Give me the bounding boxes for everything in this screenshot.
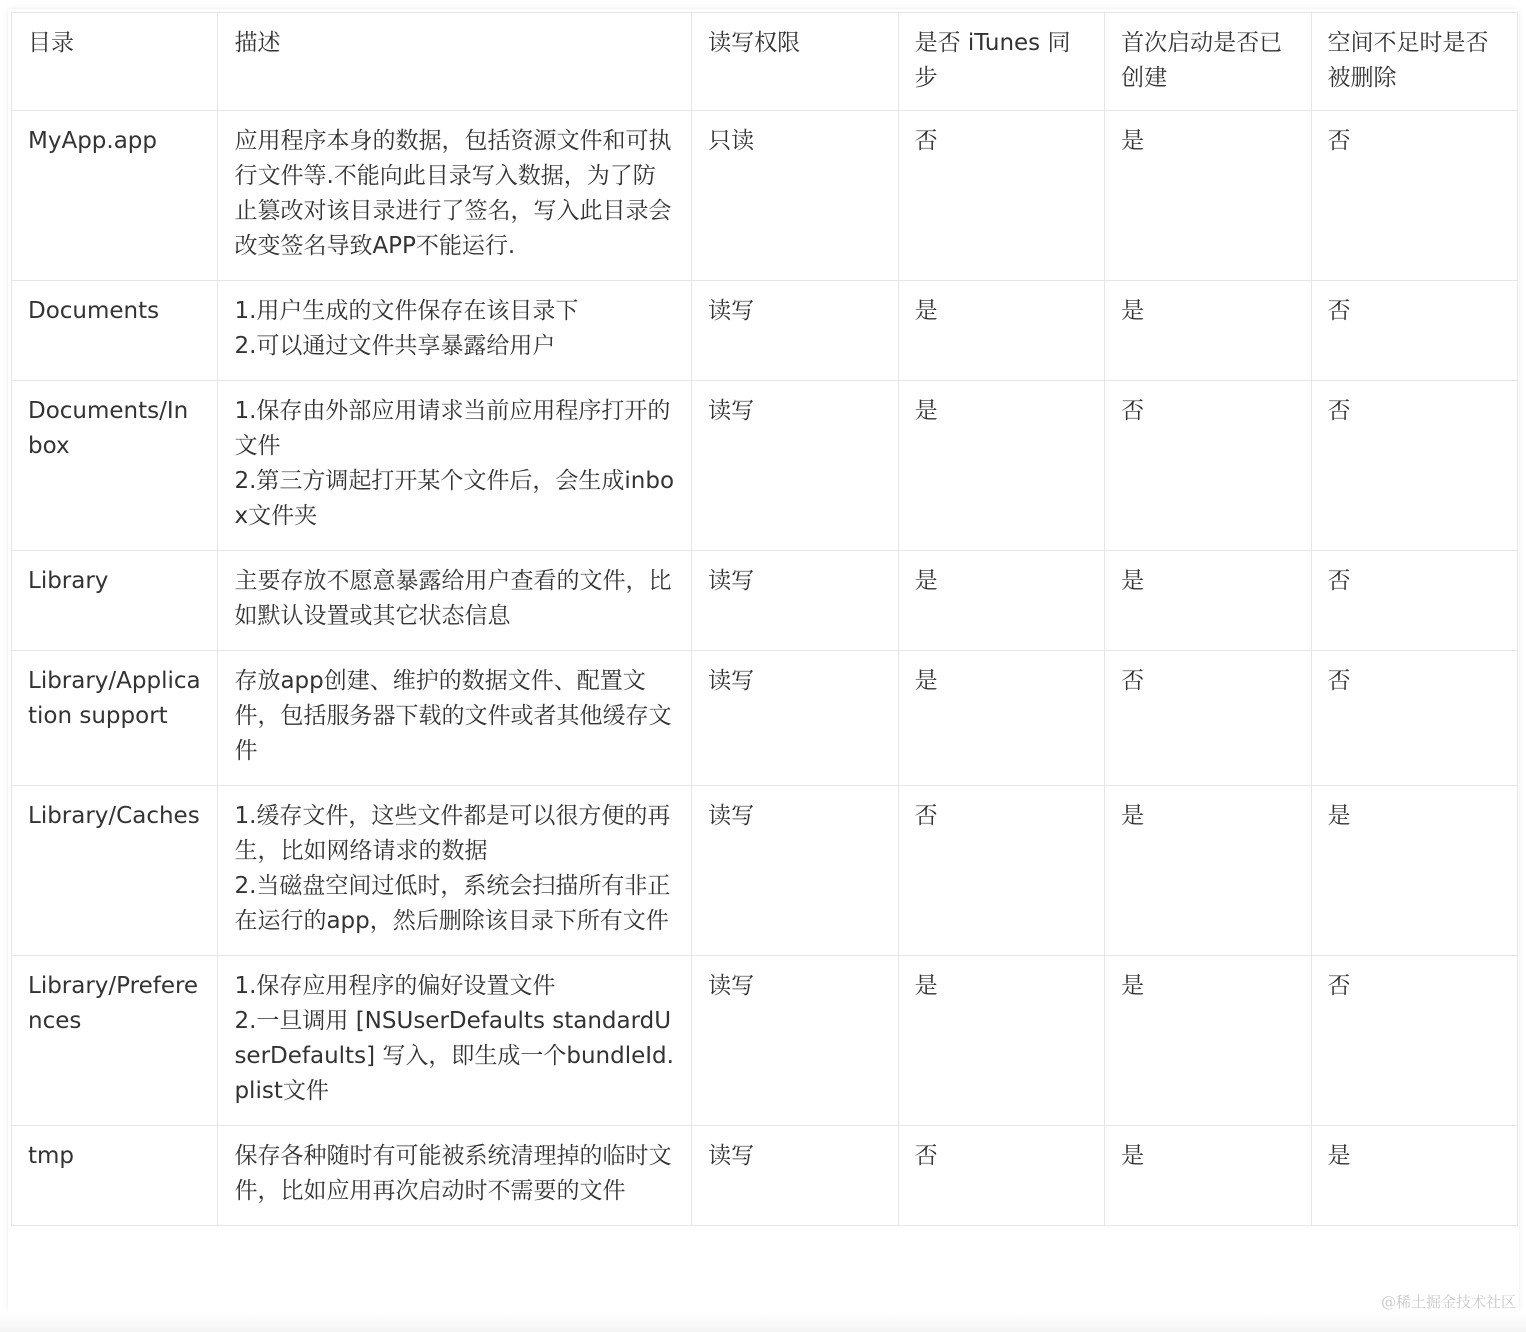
table-header — [12, 13, 1518, 111]
cell-directory: Library/Caches — [12, 786, 218, 956]
cell-description: 1.缓存文件，这些文件都是可以很方便的再生，比如网络请求的数据 2.当磁盘空间过低时，系统会扫描所有非正在运行的app，然后删除该目录下所有文件 — [218, 786, 692, 956]
cell-directory: tmp — [12, 1126, 218, 1226]
table-row — [12, 651, 1518, 786]
cell-itunes-sync: 是 — [898, 281, 1104, 381]
table-row — [12, 786, 1518, 956]
cell-created-on-first-launch: 是 — [1105, 551, 1311, 651]
cell-permission: 读写 — [692, 651, 898, 786]
table-row — [12, 551, 1518, 651]
cell-description: 1.保存由外部应用请求当前应用程序打开的文件 2.第三方调起打开某个文件后，会生成inbox文件夹 — [218, 381, 692, 551]
cell-directory: MyApp.app — [12, 111, 218, 281]
cell-created-on-first-launch: 否 — [1105, 381, 1311, 551]
cell-created-on-first-launch: 是 — [1105, 1126, 1311, 1226]
cell-deleted-when-low-space: 否 — [1311, 651, 1517, 786]
cell-directory: Library — [12, 551, 218, 651]
cell-deleted-when-low-space: 否 — [1311, 551, 1517, 651]
cell-description: 保存各种随时有可能被系统清理掉的临时文件，比如应用再次启动时不需要的文件 — [218, 1126, 692, 1226]
cell-itunes-sync: 否 — [898, 1126, 1104, 1226]
table-row — [12, 281, 1518, 381]
cell-deleted-when-low-space: 否 — [1311, 956, 1517, 1126]
cell-description: 1.用户生成的文件保存在该目录下 2.可以通过文件共享暴露给用户 — [218, 281, 692, 381]
cell-created-on-first-launch: 是 — [1105, 281, 1311, 381]
table-row — [12, 381, 1518, 551]
table-row — [12, 111, 1518, 281]
cell-permission: 读写 — [692, 956, 898, 1126]
cell-permission: 读写 — [692, 551, 898, 651]
cell-itunes-sync: 是 — [898, 381, 1104, 551]
cell-deleted-when-low-space: 否 — [1311, 111, 1517, 281]
cell-directory: Library/Application support — [12, 651, 218, 786]
cell-deleted-when-low-space: 否 — [1311, 381, 1517, 551]
site-watermark: @稀土掘金技术社区 — [1380, 1293, 1516, 1311]
table-container — [8, 9, 1519, 1312]
page-bottom-edge — [0, 1312, 1526, 1332]
cell-created-on-first-launch: 否 — [1105, 651, 1311, 786]
cell-itunes-sync: 否 — [898, 786, 1104, 956]
cell-deleted-when-low-space: 是 — [1311, 786, 1517, 956]
cell-itunes-sync: 是 — [898, 651, 1104, 786]
table-body — [12, 111, 1518, 1226]
column-header-itunes-sync: 是否 iTunes 同步 — [898, 13, 1104, 111]
cell-created-on-first-launch: 是 — [1105, 111, 1311, 281]
table-row — [12, 956, 1518, 1126]
directory-table — [11, 12, 1518, 1226]
cell-description: 1.保存应用程序的偏好设置文件 2.一旦调用 [NSUserDefaults standardUserDefaults] 写入，即生成一个bundleId.plist文件 — [218, 956, 692, 1126]
cell-description: 存放app创建、维护的数据文件、配置文件，包括服务器下载的文件或者其他缓存文件 — [218, 651, 692, 786]
cell-permission: 只读 — [692, 111, 898, 281]
column-header-directory: 目录 — [12, 13, 218, 111]
column-header-permission: 读写权限 — [692, 13, 898, 111]
table-row — [12, 1126, 1518, 1226]
cell-deleted-when-low-space: 否 — [1311, 281, 1517, 381]
cell-description: 主要存放不愿意暴露给用户查看的文件，比如默认设置或其它状态信息 — [218, 551, 692, 651]
column-header-description: 描述 — [218, 13, 692, 111]
cell-permission: 读写 — [692, 786, 898, 956]
cell-directory: Library/Preferences — [12, 956, 218, 1126]
column-header-created-on-first-launch: 首次启动是否已创建 — [1105, 13, 1311, 111]
cell-itunes-sync: 否 — [898, 111, 1104, 281]
cell-directory: Documents/Inbox — [12, 381, 218, 551]
cell-permission: 读写 — [692, 381, 898, 551]
cell-itunes-sync: 是 — [898, 551, 1104, 651]
column-header-deleted-when-low-space: 空间不足时是否被删除 — [1311, 13, 1517, 111]
cell-created-on-first-launch: 是 — [1105, 786, 1311, 956]
cell-deleted-when-low-space: 是 — [1311, 1126, 1517, 1226]
cell-created-on-first-launch: 是 — [1105, 956, 1311, 1126]
cell-itunes-sync: 是 — [898, 956, 1104, 1126]
cell-description: 应用程序本身的数据，包括资源文件和可执行文件等.不能向此目录写入数据，为了防止篡改对该目录进行了签名，写入此目录会改变签名导致APP不能运行. — [218, 111, 692, 281]
cell-directory: Documents — [12, 281, 218, 381]
header-row — [12, 13, 1518, 111]
cell-permission: 读写 — [692, 281, 898, 381]
cell-permission: 读写 — [692, 1126, 898, 1226]
